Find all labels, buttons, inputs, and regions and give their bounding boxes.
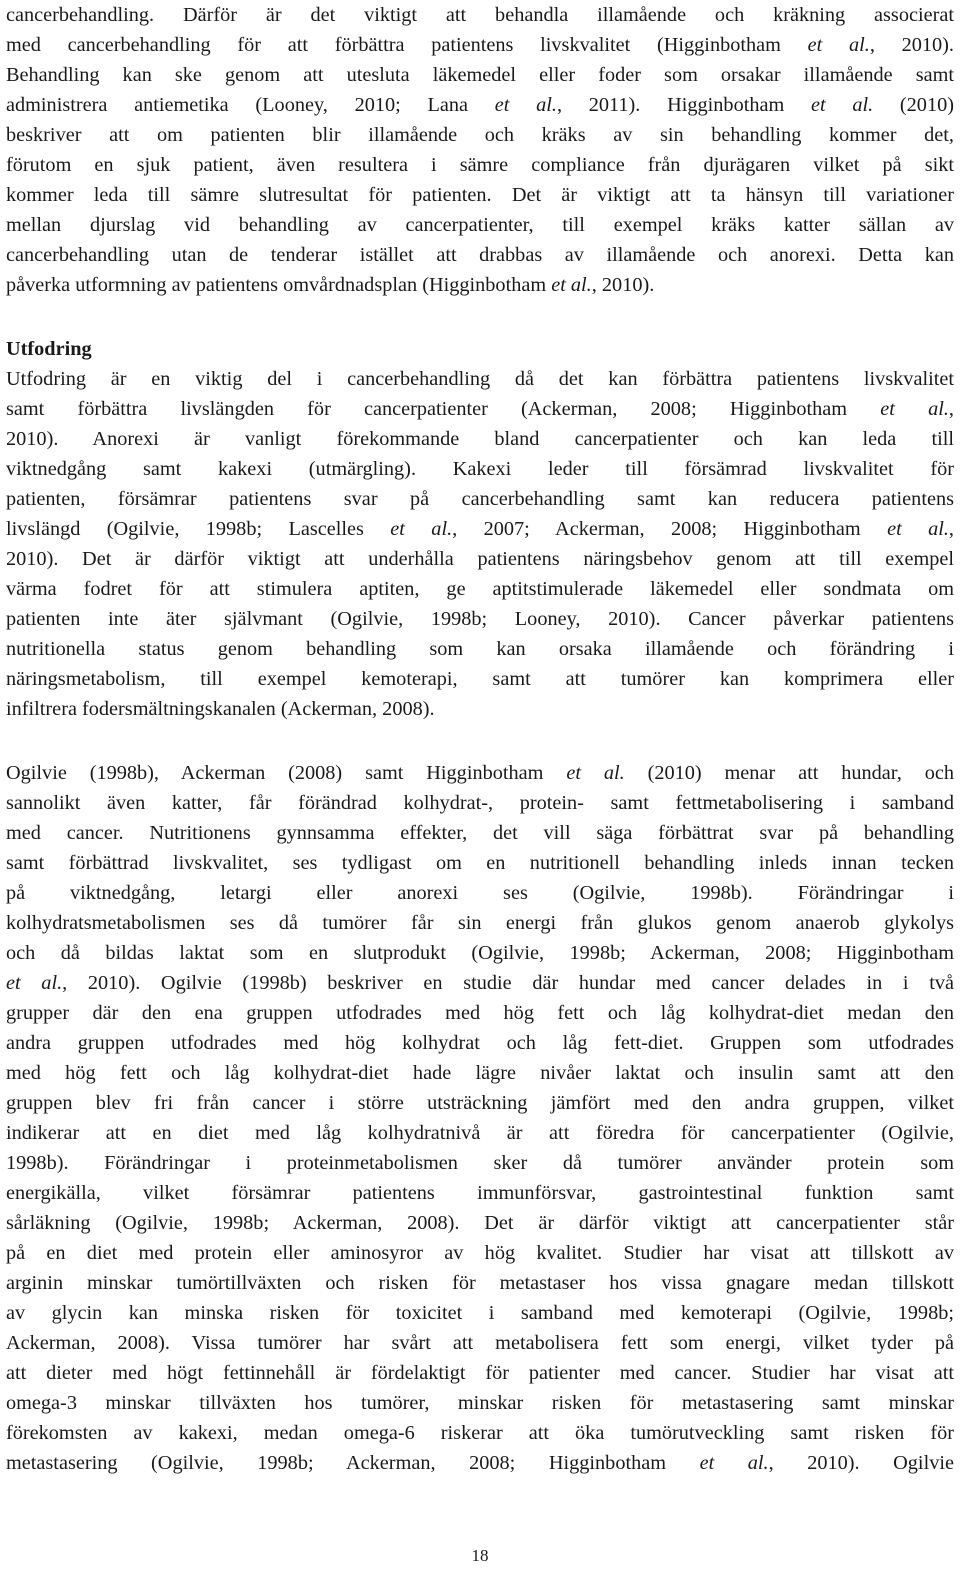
text-line: samt förbättrad livskvalitet, ses tydligast om en nutritionell behandling inleds innan tecken	[6, 852, 954, 874]
text-line: arginin minskar tumörtillväxten och risken för metastaser hos vissa gnagare medan tillskott	[6, 1272, 954, 1294]
text-line: patienten inte äter självmant (Ogilvie, 1998b; Looney, 2010). Cancer påverkar patientens	[6, 608, 954, 630]
page-number: 18	[471, 1546, 489, 1565]
paragraph-ogilvie	[6, 758, 954, 1478]
text-line: grupper där den ena gruppen utfodrades med hög fett och låg kolhydrat-diet medan den	[6, 1002, 954, 1024]
text-line: påverka utformning av patientens omvårdnadsplan (Higginbotham et al., 2010).	[6, 274, 655, 296]
text-line: förutom en sjuk patient, även resultera i sämre compliance från djurägaren vilket på sikt	[6, 154, 954, 176]
text-line: 1998b). Förändringar i proteinmetabolismen sker då tumörer använder protein som	[6, 1152, 954, 1174]
text-line: administrera antiemetika (Looney, 2010; Lana et al., 2011). Higginbotham et al. (2010)	[6, 94, 954, 116]
text-line: med hög fett och låg kolhydrat-diet hade lägre nivåer laktat och insulin samt att den	[6, 1062, 954, 1084]
text-line: livslängd (Ogilvie, 1998b; Lascelles et al., 2007; Ackerman, 2008; Higginbotham et al.,	[6, 518, 954, 540]
text-line: mellan djurslag vid behandling av cancerpatienter, till exempel kräks katter sällan av	[6, 214, 954, 236]
document-page	[6, 0, 954, 1478]
text-line: på en diet med protein eller aminosyror av hög kvalitet. Studier har visat att tillskott av	[6, 1242, 954, 1264]
text-line: metastasering (Ogilvie, 1998b; Ackerman, 2008; Higginbotham et al., 2010). Ogilvie	[6, 1452, 954, 1474]
text-line: energikälla, vilket försämrar patientens immunförsvar, gastrointestinal funktion samt	[6, 1182, 954, 1204]
text-line: Utfodring är en viktig del i cancerbehandling då det kan förbättra patientens livskvalitet	[6, 368, 954, 390]
text-line: et al., 2010). Ogilvie (1998b) beskriver en studie där hundar med cancer delades in i två	[6, 972, 954, 994]
text-line: samt förbättra livslängden för cancerpatienter (Ackerman, 2008; Higginbotham et al.,	[6, 398, 954, 420]
text-line: på viktnedgång, letargi eller anorexi ses (Ogilvie, 1998b). Förändringar i	[6, 882, 954, 904]
text-line: av glycin kan minska risken för toxicitet i samband med kemoterapi (Ogilvie, 1998b;	[6, 1302, 954, 1324]
paragraph-utfodring	[6, 364, 954, 724]
text-line: cancerbehandling utan de tenderar istället att drabbas av illamående och anorexi. Detta kan	[6, 244, 954, 266]
text-line: Ogilvie (1998b), Ackerman (2008) samt Higginbotham et al. (2010) menar att hundar, och	[6, 762, 954, 784]
text-line: kommer leda till sämre slutresultat för patienten. Det är viktigt att ta hänsyn till variationer	[6, 184, 954, 206]
text-line: patienten, försämrar patientens svar på cancerbehandling samt kan reducera patientens	[6, 488, 954, 510]
text-line: 2010). Det är därför viktigt att underhålla patientens näringsbehov genom att till exempel	[6, 548, 954, 570]
text-line: cancerbehandling. Därför är det viktigt att behandla illamående och kräkning associerat	[6, 4, 954, 26]
text-line: nutritionella status genom behandling som kan orsaka illamående och förändring i	[6, 638, 954, 660]
text-line: infiltrera fodersmältningskanalen (Ackerman, 2008).	[6, 698, 435, 720]
text-line: viktnedgång samt kakexi (utmärgling). Kakexi leder till försämrad livskvalitet för	[6, 458, 954, 480]
paragraph-intro	[6, 0, 954, 300]
text-line: med cancer. Nutritionens gynnsamma effekter, det vill säga förbättrat svar på behandling	[6, 822, 954, 844]
text-line: sannolikt även katter, får förändrad kolhydrat-, protein- samt fettmetabolisering i samband	[6, 792, 954, 814]
section-heading-utfodring: Utfodring	[6, 338, 92, 360]
spacer	[6, 300, 954, 334]
text-line: näringsmetabolism, till exempel kemoterapi, samt att tumörer kan komprimera eller	[6, 668, 954, 690]
text-line: värma fodret för att stimulera aptiten, ge aptitstimulerade läkemedel eller sondmata om	[6, 578, 954, 600]
text-line: och då bildas laktat som en slutprodukt (Ogilvie, 1998b; Ackerman, 2008; Higginbotham	[6, 942, 954, 964]
text-line: med cancerbehandling för att förbättra patientens livskvalitet (Higginbotham et al., 2010).	[6, 34, 954, 56]
text-line: sårläkning (Ogilvie, 1998b; Ackerman, 2008). Det är därför viktigt att cancerpatienter står	[6, 1212, 954, 1234]
spacer	[6, 724, 954, 758]
text-line: omega-3 minskar tillväxten hos tumörer, minskar risken för metastasering samt minskar	[6, 1392, 954, 1414]
text-line: gruppen blev fri från cancer i större utsträckning jämfört med den andra gruppen, vilket	[6, 1092, 954, 1114]
text-line: Ackerman, 2008). Vissa tumörer har svårt att metabolisera fett som energi, vilket tyder på	[6, 1332, 954, 1354]
text-line: att dieter med högt fettinnehåll är fördelaktigt för patienter med cancer. Studier har visat att	[6, 1362, 954, 1384]
text-line: andra gruppen utfodrades med hög kolhydrat och låg fett-diet. Gruppen som utfodrades	[6, 1032, 954, 1054]
text-line: indikerar att en diet med låg kolhydratnivå är att föredra för cancerpatienter (Ogilvie,	[6, 1122, 954, 1144]
text-line: beskriver att om patienten blir illamående och kräks av sin behandling kommer det,	[6, 124, 954, 146]
text-line: 2010). Anorexi är vanligt förekommande bland cancerpatienter och kan leda till	[6, 428, 954, 450]
text-line: förekomsten av kakexi, medan omega-6 riskerar att öka tumörutveckling samt risken för	[6, 1422, 954, 1444]
text-line: Behandling kan ske genom att utesluta läkemedel eller foder som orsakar illamående samt	[6, 64, 954, 86]
text-line: kolhydratsmetabolismen ses då tumörer får sin energi från glukos genom anaerob glykolys	[6, 912, 954, 934]
